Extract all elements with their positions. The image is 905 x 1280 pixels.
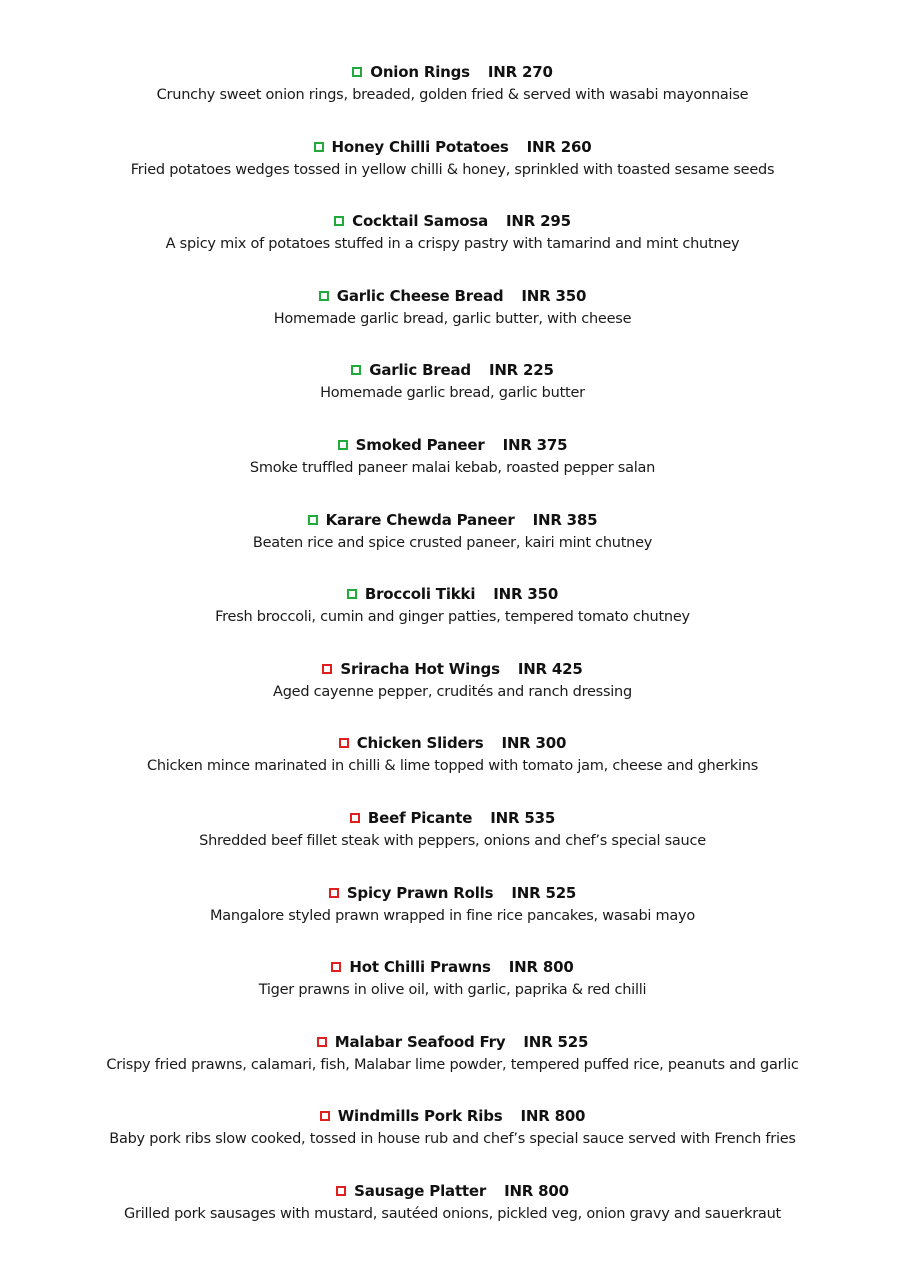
menu-item-name: Chicken Sliders [356,734,484,753]
menu-item-name: Smoked Paneer [355,435,485,454]
non-veg-icon [336,1186,346,1196]
menu-item-name: Garlic Bread [369,361,471,380]
menu-item-name: Malabar Seafood Fry [334,1032,506,1051]
menu-item [0,209,905,284]
menu-item-description: Shredded beef fillet steak with peppers, onions and chef’s special sauce [199,832,706,849]
menu-item-description: Beaten rice and spice crusted paneer, kairi mint chutney [252,534,653,551]
menu-item-description: Grilled pork sausages with mustard, sautéed onions, pickled veg, onion gravy and sauerkraut [124,1205,781,1222]
menu-item-description: Crispy fried prawns, calamari, fish, Malabar lime powder, tempered puffed rice, peanuts and garlic [106,1056,799,1073]
menu-item [0,731,905,806]
menu-item [0,1179,905,1254]
menu-item-description: Fresh broccoli, cumin and ginger patties, tempered tomato chutney [215,609,690,626]
veg-icon [351,365,361,375]
menu-item-price: INR 800 [520,1107,586,1126]
menu-item-price: INR 800 [508,958,574,977]
veg-icon [347,589,357,599]
menu-item-header [0,806,905,830]
non-veg-icon [322,664,332,674]
menu-item-description: Homemade garlic bread, garlic butter, with cheese [273,310,632,327]
menu-item-description: Fried potatoes wedges tossed in yellow chilli & honey, sprinkled with toasted sesame seeds [130,161,775,178]
menu-item-description: Aged cayenne pepper, crudités and ranch dressing [273,683,632,700]
menu-item-description: Smoke truffled paneer malai kebab, roasted pepper salan [249,459,656,476]
menu-item-price: INR 425 [517,659,583,678]
menu-item-header [0,358,905,382]
menu-item [0,508,905,583]
menu-item-description: Chicken mince marinated in chilli & lime topped with tomato jam, cheese and gherkins [146,758,759,775]
veg-icon [352,67,362,77]
menu-item-price: INR 300 [501,734,567,753]
veg-icon [319,291,329,301]
menu-item [0,135,905,210]
menu-item-header [0,1030,905,1054]
menu-item [0,657,905,732]
menu-item-description: Tiger prawns in olive oil, with garlic, paprika & red chilli [258,982,647,999]
menu-item-header [0,508,905,532]
non-veg-icon [320,1111,330,1121]
menu-item-price: INR 800 [504,1181,569,1200]
menu-item [0,284,905,359]
menu-item-header [0,135,905,159]
menu-item-header [0,1104,905,1128]
menu-item-header [0,582,905,606]
menu-item-description: A spicy mix of potatoes stuffed in a crispy pastry with tamarind and mint chutney [165,236,740,253]
menu-item-header [0,209,905,233]
menu-item-description: Baby pork ribs slow cooked, tossed in house rub and chef’s special sauce served with French fries [109,1131,796,1148]
veg-icon [314,142,324,152]
menu-item-price: INR 525 [523,1032,589,1051]
menu-item-name: Onion Rings [370,63,470,81]
menu-item-name: Sriracha Hot Wings [340,659,500,678]
veg-icon [338,440,348,450]
menu-item [0,60,905,135]
menu-item [0,358,905,433]
menu-item-price: INR 385 [532,510,598,529]
menu-item-name: Sausage Platter [354,1181,487,1200]
menu-item-name: Broccoli Tikki [364,585,476,604]
menu-item-header [0,881,905,905]
menu-item-header [0,60,905,84]
menu-item-header [0,955,905,979]
menu-item-price: INR 525 [511,883,577,902]
menu-item-description: Crunchy sweet onion rings, breaded, golden fried & served with wasabi mayonnaise [156,87,749,103]
menu-item-header [0,657,905,681]
menu-item [0,1104,905,1179]
non-veg-icon [339,738,349,748]
menu-item-price: INR 350 [521,286,587,305]
menu-item [0,1030,905,1105]
veg-icon [308,515,318,525]
menu-item [0,806,905,881]
menu-item-header [0,433,905,457]
menu-item-description: Mangalore styled prawn wrapped in fine rice pancakes, wasabi mayo [209,907,695,924]
menu-item [0,433,905,508]
menu-item-name: Honey Chilli Potatoes [331,137,509,156]
menu-item-name: Garlic Cheese Bread [336,286,504,305]
menu-item-price: INR 375 [502,435,568,454]
menu-item-price: INR 270 [487,63,553,81]
menu-item-name: Karare Chewda Paneer [325,510,515,529]
menu-item-name: Spicy Prawn Rolls [346,883,494,902]
menu-item-price: INR 350 [493,585,559,604]
menu-item [0,881,905,956]
non-veg-icon [329,888,339,898]
menu-item-description: Homemade garlic bread, garlic butter [320,385,585,402]
non-veg-icon [331,962,341,972]
menu-item-header [0,284,905,308]
menu-item [0,582,905,657]
menu-item-price: INR 295 [506,212,571,231]
menu-item-price: INR 225 [488,361,554,380]
menu-item-name: Beef Picante [367,808,473,827]
menu-item-name: Cocktail Samosa [352,212,489,231]
menu-list [0,60,905,1254]
menu-item-price: INR 260 [526,137,592,156]
menu-item-price: INR 535 [490,808,556,827]
menu-item-header [0,731,905,755]
non-veg-icon [350,813,360,823]
menu-item-name: Hot Chilli Prawns [349,958,491,977]
non-veg-icon [317,1037,327,1047]
veg-icon [334,216,344,226]
menu-item-name: Windmills Pork Ribs [337,1107,503,1126]
menu-item [0,955,905,1030]
menu-item-header [0,1179,905,1203]
